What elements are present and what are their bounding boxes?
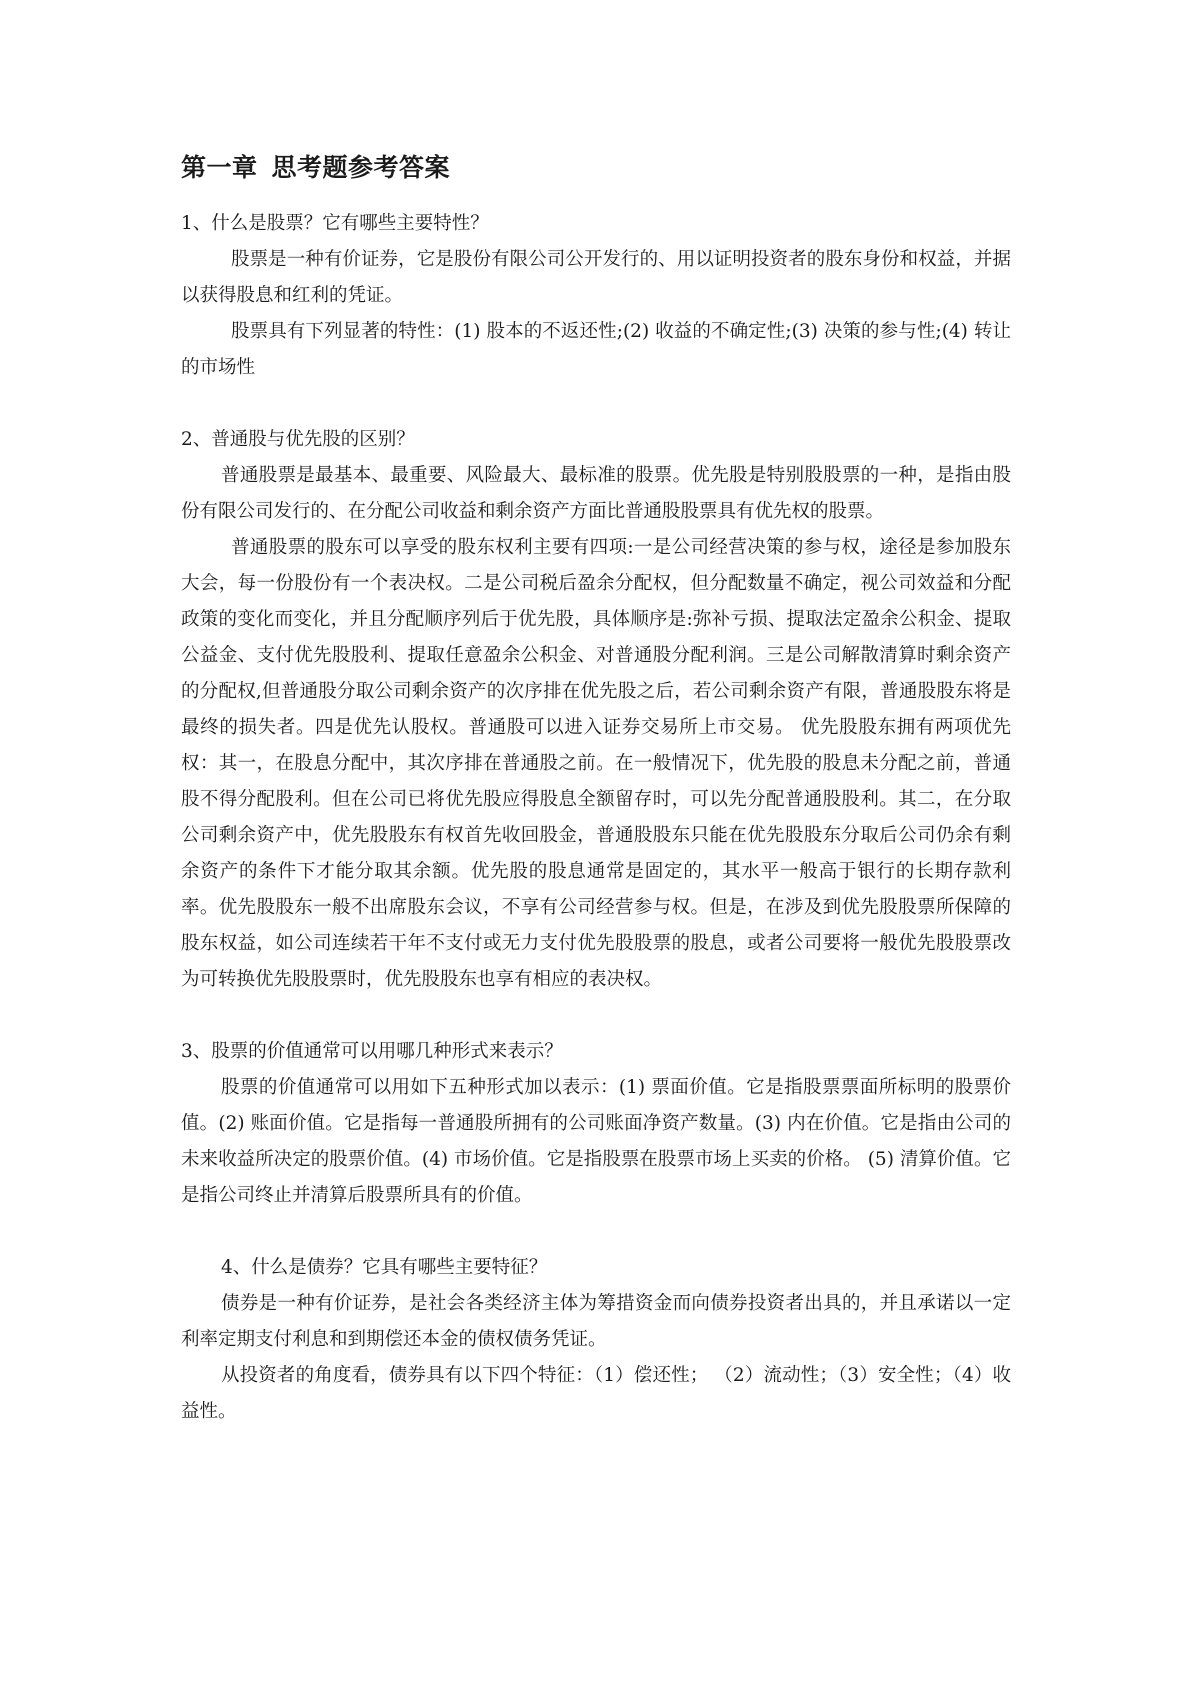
answer-2-paragraph-1: 普通股票是最基本、最重要、风险最大、最标准的股票。优先股是特别股股票的一种，是指由股份有限公司发行的、在分配公司收益和剩余资产方面比普通股股票具有优先权的股票。: [181, 465, 1011, 522]
document-page: [181, 150, 1011, 1430]
answer-3-paragraph-1: 股票的价值通常可以用如下五种形式加以表示：(1) 票面价值。它是指股票票面所标明的股票价值。(2) 账面价值。它是指每一普通股所拥有的公司账面净资产数量。(3) 内在价值。它是指由公司的未来收益所决定的股票价值。(4) 市场价值。它是指股票在股票市场上买卖的价格。 (5) 清算价值。它是指公司终止并清算后股票所具有的价值。: [181, 1077, 1011, 1206]
question-3: 3、股票的价值通常可以用哪几种形式来表示？: [181, 1041, 563, 1062]
answer-2-paragraph-2: 普通股票的股东可以享受的股东权利主要有四项:一是公司经营决策的参与权，途径是参加股东大会，每一份股份有一个表决权。二是公司税后盈余分配权，但分配数量不确定，视公司效益和分配政策的变化而变化，并且分配顺序列后于优先股，具体顺序是:弥补亏损、提取法定盈余公积金、提取公益金、支付优先股股利、提取任意盈余公积金、对普通股分配利润。三是公司解散清算时剩余资产的分配权,但普通股分取公司剩余资产的次序排在优先股之后，若公司剩余资产有限，普通股股东将是最终的损失者。四是优先认股权。普通股可以进入证券交易所上市交易。 优先股股东拥有两项优先权：其一，在股息分配中，其次序排在普通股之前。在一般情况下，优先股的股息未分配之前，普通股不得分配股利。但在公司已将优先股应得股息全额留存时，可以先分配普通股股利。其二，在分取公司剩余资产中，优先股股东有权首先收回股金，普通股股东只能在优先股股东分取后公司仍余有剩余资产的条件下才能分取其余额。优先股的股息通常是固定的，其水平一般高于银行的长期存款利率。优先股股东一般不出席股东会议，不享有公司经营参与权。但是，在涉及到优先股股票所保障的股东权益，如公司连续若干年不支付或无力支付优先股股票的股息，或者公司要将一般优先股股票改为可转换优先股股票时，优先股股东也享有相应的表决权。: [181, 537, 1011, 990]
question-4: 4、什么是债券？它具有哪些主要特征？: [221, 1257, 548, 1278]
chapter-label: 第一章: [181, 153, 258, 182]
answer-4-paragraph-2: 从投资者的角度看，债券具有以下四个特征：（1）偿还性； （2）流动性；（3）安全性；（4）收益性。: [181, 1365, 1011, 1422]
chapter-subtitle: 思考题参考答案: [271, 153, 451, 182]
section-spacer: [181, 386, 1011, 422]
answer-4-paragraph-1: 债券是一种有价证券，是社会各类经济主体为筹措资金而向债券投资者出具的，并且承诺以一定利率定期支付利息和到期偿还本金的债权债务凭证。: [181, 1293, 1011, 1350]
question-2: 2、普通股与优先股的区别？: [181, 429, 415, 450]
section-spacer: [181, 1214, 1011, 1250]
section-spacer: [181, 998, 1011, 1034]
answer-1-paragraph-1: 股票是一种有价证券，它是股份有限公司公开发行的、用以证明投资者的股东身份和权益，并据以获得股息和红利的凭证。: [181, 249, 1011, 306]
answer-1-paragraph-2: 股票具有下列显著的特性：(1) 股本的不返还性;(2) 收益的不确定性;(3) 决策的参与性;(4) 转让的市场性: [181, 321, 1011, 378]
question-1: 1、什么是股票？它有哪些主要特性？: [181, 213, 489, 234]
chapter-title: [181, 150, 1011, 186]
